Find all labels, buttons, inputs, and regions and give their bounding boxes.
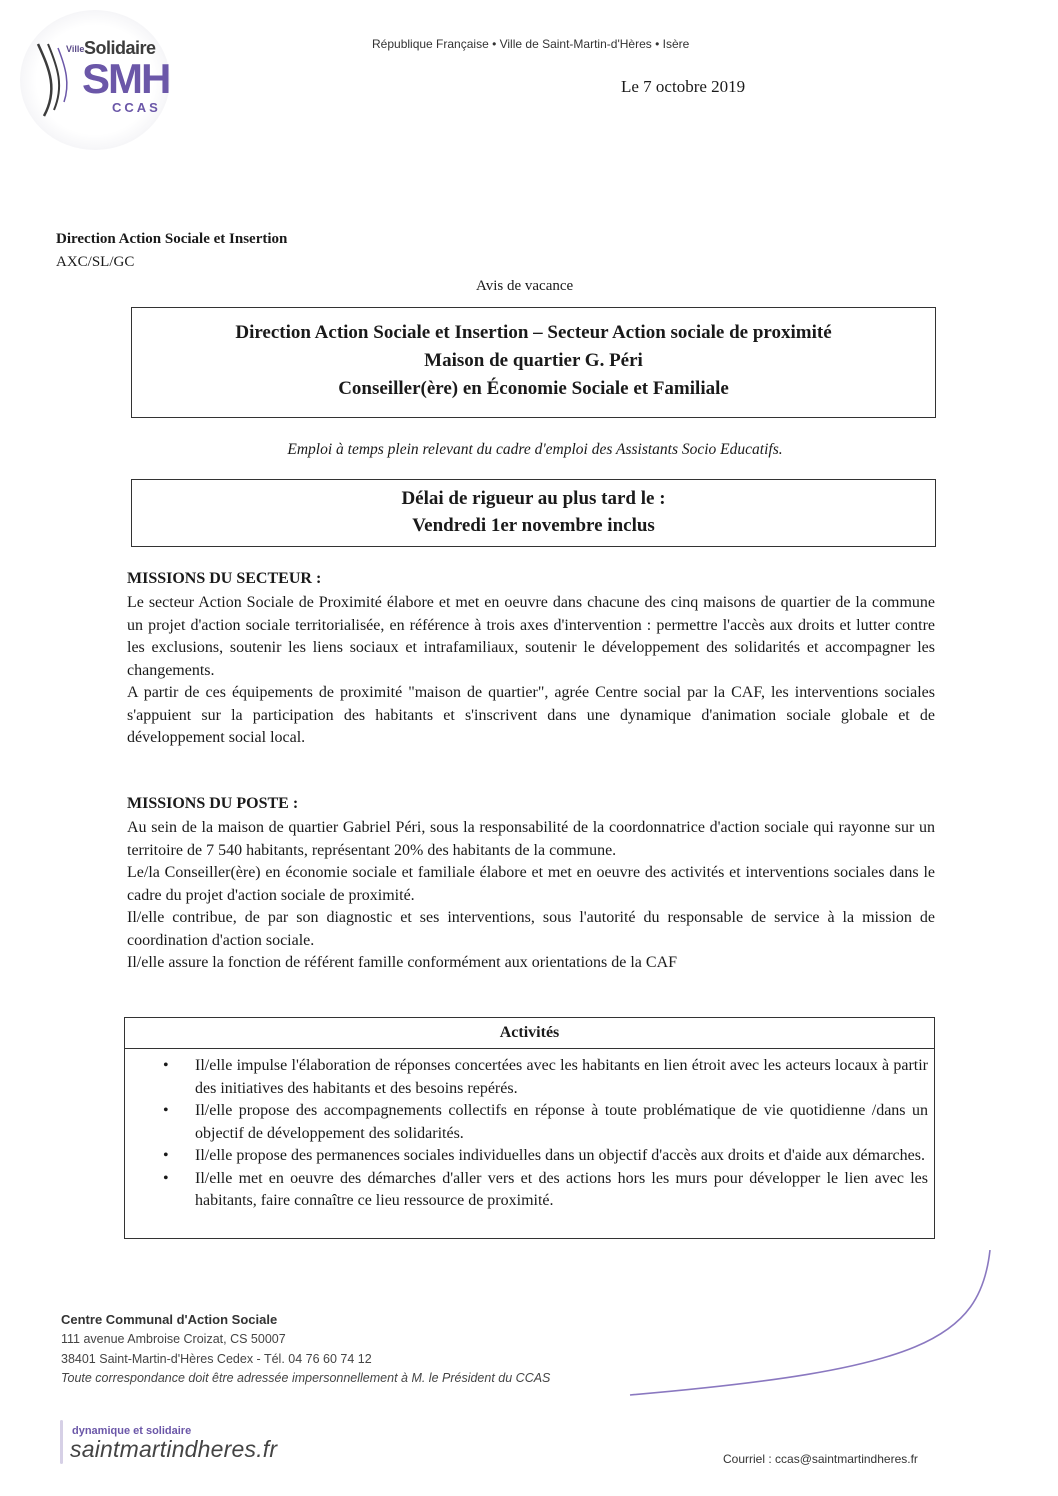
header-line: République Française • Ville de Saint-Martin-d'Hères • Isère xyxy=(372,37,690,51)
activites-heading: Activités xyxy=(125,1018,934,1049)
sender-direction: Direction Action Sociale et Insertion xyxy=(56,231,288,247)
bullet-icon: • xyxy=(163,1102,169,1119)
decorative-curve-icon xyxy=(620,1250,1000,1410)
footer-address-2: 38401 Saint-Martin-d'Hères Cedex - Tél. 04 76 60 74 12 xyxy=(61,1352,372,1366)
bullet-icon: • xyxy=(163,1169,169,1187)
paragraph: Il/elle contribue, de par son diagnostic et ses interventions, sous l'autorité du responsable de service à la mission de coordination d'action sociale. xyxy=(127,909,935,949)
tagline: dynamique et solidaire xyxy=(72,1425,192,1437)
sender-reference: AXC/SL/GC xyxy=(56,254,135,270)
activites-list xyxy=(125,1055,934,1213)
deadline-line-1: Délai de rigueur au plus tard le : xyxy=(401,488,666,509)
letter-date: Le 7 octobre 2019 xyxy=(621,77,746,96)
list-item: • Il/elle propose des accompagnements collectifs en réponse à toute problématique de vie quotidienne /dans un objectif de développement des solidarités. xyxy=(163,1102,928,1142)
title-line-2: Maison de quartier G. Péri xyxy=(424,350,643,371)
title-line-3: Conseiller(ère) en Économie Sociale et Familiale xyxy=(338,378,729,399)
missions-secteur-text xyxy=(127,592,935,750)
footer-address-1: 111 avenue Ambroise Croizat, CS 50007 xyxy=(61,1332,286,1346)
activites-box xyxy=(124,1017,935,1239)
paragraph: Il/elle assure la fonction de référent famille conformément aux orientations de la CAF xyxy=(127,954,678,971)
tagline-bracket-icon xyxy=(60,1420,63,1464)
notice-type: Avis de vacance xyxy=(476,278,574,294)
title-line-1: Direction Action Sociale et Insertion – Secteur Action sociale de proximité xyxy=(235,322,832,343)
logo-solidaire: Solidaire xyxy=(84,38,156,58)
footer-org: Centre Communal d'Action Sociale xyxy=(61,1312,278,1327)
paragraph: Au sein de la maison de quartier Gabriel Péri, sous la responsabilité de la coordonnatrice d'action sociale qui rayonne sur un territoire de 7 540 habitants, représentant 20% des habitants de la commune. xyxy=(127,819,935,859)
footer-note: Toute correspondance doit être adressée impersonnellement à M. le Président du CCAS xyxy=(61,1371,551,1385)
missions-poste-heading: MISSIONS DU POSTE : xyxy=(127,795,299,812)
list-item: • Il/elle impulse l'élaboration de réponses concertées avec les habitants en lien étroit avec les acteurs locaux à partir des initiatives des habitants et des besoins repérés. xyxy=(163,1057,928,1097)
paragraph: Le/la Conseiller(ère) en économie sociale et familiale élabore et met en oeuvre des activités et interventions sociales dans le cadre du projet d'action sociale de proximité. xyxy=(127,864,935,904)
title-box xyxy=(131,307,936,418)
logo-ccas: CCAS xyxy=(112,100,161,115)
list-item: • Il/elle propose des permanences sociales individuelles dans un objectif d'accès aux droits et d'aide aux démarches. xyxy=(125,1145,934,1168)
paragraph: Le secteur Action Sociale de Proximité élabore et met en oeuvre dans chacune des cinq maisons de quartier de la commune un projet d'action sociale territorialisée, en référence à trois axes d'intervention : permettre l'accès aux droits et lutter contre les exclusions, soutenir les liens sociaux et intrafamiliaux, soutenir le développement des solidarités et accompagner les changements. xyxy=(127,594,935,679)
deadline-box xyxy=(131,479,936,547)
bullet-icon: • xyxy=(163,1057,169,1074)
list-item: • Il/elle met en oeuvre des démarches d'aller vers et des actions hors les murs pour développer le lien avec les habitants, faire connaître ce lieu ressource de proximité. xyxy=(163,1169,928,1209)
logo-ville: Ville xyxy=(66,44,85,54)
bullet-icon: • xyxy=(163,1147,169,1164)
courriel-email[interactable]: Courriel : ccas@saintmartindheres.fr xyxy=(723,1452,918,1466)
emploi-note: Emploi à temps plein relevant du cadre d'emploi des Assistants Socio Educatifs. xyxy=(287,441,783,458)
paragraph: A partir de ces équipements de proximité "maison de quartier", agrée Centre social par la CAF, les interventions sociales s'appuient sur la participation des habitants et s'inscrivent dans une dynamique d'animation sociale globale et de développement social local. xyxy=(127,684,935,746)
deadline-line-2: Vendredi 1er novembre inclus xyxy=(412,515,655,536)
missions-secteur-heading: MISSIONS DU SECTEUR : xyxy=(127,570,322,587)
website-link[interactable]: saintmartindheres.fr xyxy=(70,1436,278,1462)
logo-smh: SMH xyxy=(82,55,170,102)
missions-poste-text xyxy=(127,817,935,975)
